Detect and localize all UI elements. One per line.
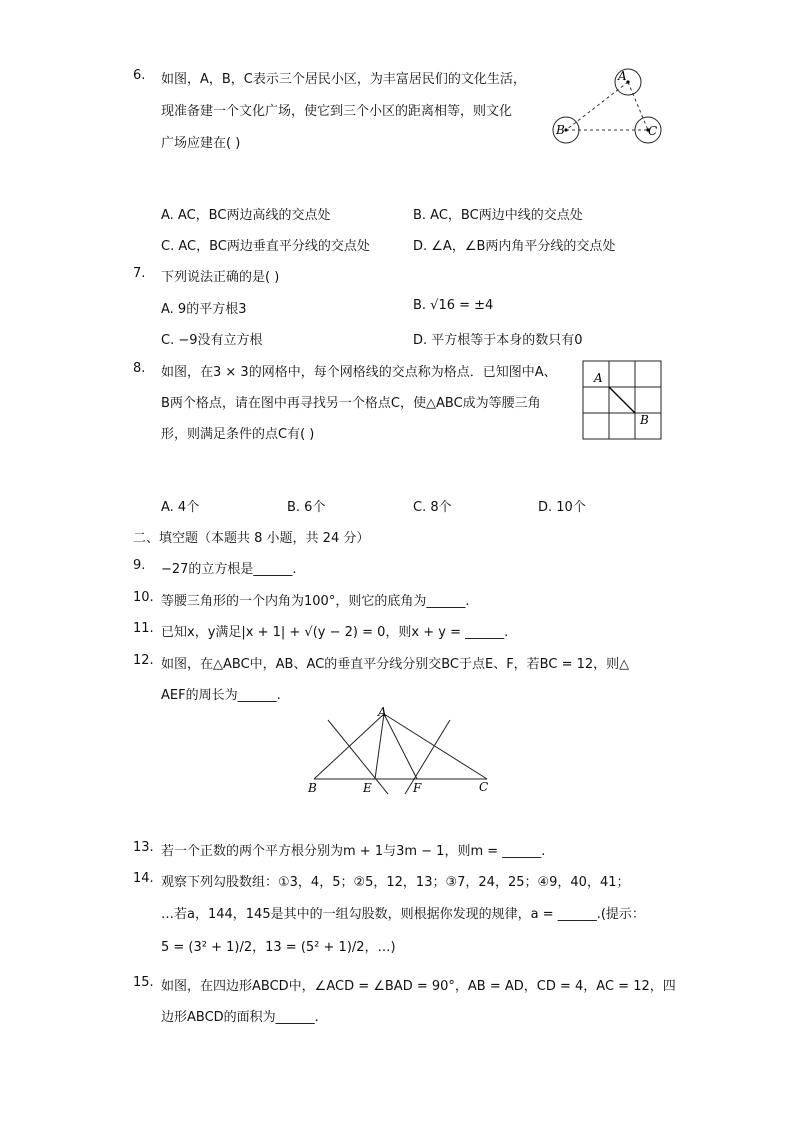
q13-number: 13. xyxy=(133,840,154,855)
q6-stem-line-2: 现准备建一个文化广场，使它到三个小区的距离相等，则文化 xyxy=(161,104,513,119)
q6-figure-three-communities xyxy=(548,62,668,152)
q8-fig-label-b: B xyxy=(640,413,649,427)
q6-stem-line-1: 如图，A，B，C表示三个居民小区，为丰富居民们的文化生活， xyxy=(161,72,526,87)
q10-stem: 等腰三角形的一个内角为100°，则它的底角为______. xyxy=(161,594,470,609)
q14-number: 14. xyxy=(133,871,154,886)
q12-stem-line-2: AEF的周长为______. xyxy=(161,688,281,703)
q7-stem: 下列说法正确的是( ) xyxy=(161,270,280,285)
q14-stem-line-2: …若a，144，145是其中的一组勾股数，则根据你发现的规律，a = ______.(提示： xyxy=(161,907,645,922)
q8-number: 8. xyxy=(133,361,146,376)
q12-fig-label-a: A xyxy=(378,705,387,719)
q8-fig-label-a: A xyxy=(594,371,603,385)
q6-stem-line-3: 广场应建在( ) xyxy=(161,136,241,151)
q6-fig-label-a: A xyxy=(618,69,627,83)
q11-number: 11. xyxy=(133,621,154,636)
q15-stem-line-1: 如图，在四边形ABCD中，∠ACD = ∠BAD = 90°，AB = AD，CD = 4，AC = 12，四 xyxy=(161,979,676,994)
q12-fig-label-c: C xyxy=(479,780,489,794)
q12-stem-line-1: 如图，在△ABC中，AB、AC的垂直平分线分别交BC于点E、F，若BC = 12，则△ xyxy=(161,657,630,672)
q10-number: 10. xyxy=(133,590,154,605)
q8-stem-line-2: B两个格点，请在图中再寻找另一个格点C，使△ABC成为等腰三角 xyxy=(161,396,541,411)
q12-fig-label-f: F xyxy=(413,781,422,795)
section-fill-in-title: 二、填空题（本题共 8 小题，共 24 分） xyxy=(133,531,370,546)
q11-stem: 已知x，y满足|x + 1| + √(y − 2) = 0，则x + y = ______. xyxy=(161,625,509,640)
q13-stem: 若一个正数的两个平方根分别为m + 1与3m − 1，则m = ______. xyxy=(161,844,546,859)
q12-fig-label-b: B xyxy=(308,781,317,795)
q9-number: 9. xyxy=(133,558,146,573)
q6-number: 6. xyxy=(133,68,146,83)
q7-number: 7. xyxy=(133,266,146,281)
q7-option-a: A. 9的平方根3 xyxy=(161,302,247,317)
q6-option-c: C. AC，BC两边垂直平分线的交点处 xyxy=(161,239,370,254)
q7-option-d: D. 平方根等于本身的数只有0 xyxy=(413,333,583,348)
q6-option-d: D. ∠A，∠B两内角平分线的交点处 xyxy=(413,239,616,254)
q6-option-b: B. AC，BC两边中线的交点处 xyxy=(413,208,583,223)
q8-option-b: B. 6个 xyxy=(287,500,326,515)
q15-stem-line-2: 边形ABCD的面积为______. xyxy=(161,1010,319,1025)
q8-option-a: A. 4个 xyxy=(161,500,200,515)
q8-option-c: C. 8个 xyxy=(413,500,452,515)
q8-stem-line-3: 形，则满足条件的点C有( ) xyxy=(161,427,315,442)
q14-stem-line-1: 观察下列勾股数组：①3，4，5；②5，12，13；③7，24，25；④9，40，41； xyxy=(161,875,630,890)
q15-number: 15. xyxy=(133,975,154,990)
q6-fig-label-c: C xyxy=(648,124,658,138)
q8-stem-line-1: 如图，在3 × 3的网格中，每个网格线的交点称为格点．已知图中A、 xyxy=(161,365,557,380)
q12-figure-triangle xyxy=(300,704,500,796)
q7-option-c: C. −9没有立方根 xyxy=(161,333,263,348)
q12-fig-label-e: E xyxy=(363,781,372,795)
q6-option-a: A. AC，BC两边高线的交点处 xyxy=(161,208,331,223)
q9-stem: −27的立方根是______. xyxy=(161,562,297,577)
q8-option-d: D. 10个 xyxy=(538,500,586,515)
q7-option-b: B. √16 = ±4 xyxy=(413,298,494,313)
q8-figure-grid xyxy=(582,360,664,442)
q12-number: 12. xyxy=(133,653,154,668)
q6-fig-label-b: B xyxy=(556,123,565,137)
q14-stem-line-3: 5 = (3² + 1)/2，13 = (5² + 1)/2，…) xyxy=(161,940,396,955)
